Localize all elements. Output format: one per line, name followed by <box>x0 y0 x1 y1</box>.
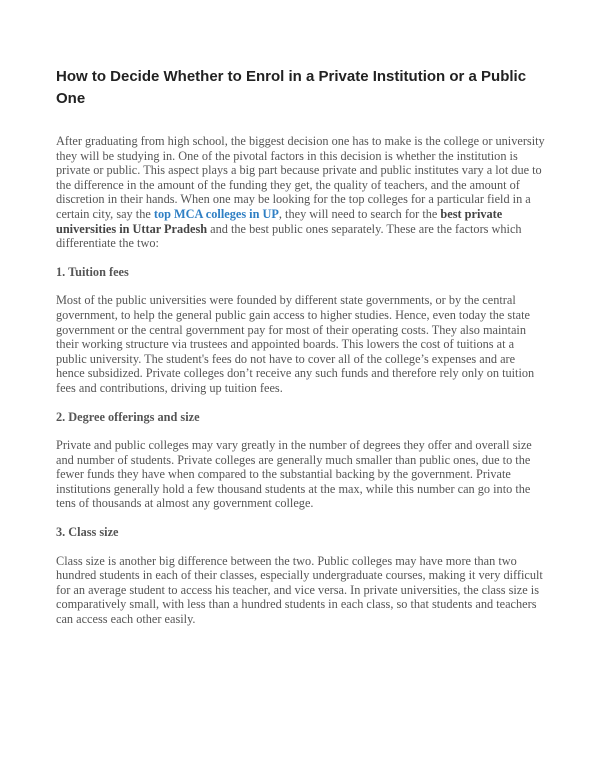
intro-text-middle: , they will need to search for the <box>278 206 441 221</box>
section-body-degree-offerings: Private and public colleges may vary greatly in the number of degrees they offer and overall size and number of students. Private colleges are generally much smaller than public ones, due to the fewer funds they have when compared to the substantial backing by the government. Private institutions generally hold a few thousand students at the max, while this number can go into the tens of thousands at almost any government college. <box>56 438 532 511</box>
intro-paragraph <box>56 134 546 251</box>
top-mca-colleges-link[interactable]: top MCA colleges in UP <box>153 206 279 221</box>
section-heading-degree-offerings: 2. Degree offerings and size <box>56 409 200 424</box>
intro-bold-keyword: best private universities in Uttar Pradesh <box>56 206 503 236</box>
section-heading-class-size: 3. Class size <box>56 525 119 540</box>
page-title: How to Decide Whether to Enrol in a Private Institution or a Public One <box>56 68 527 107</box>
intro-text-after: and the best public ones separately. These are the factors which differentiate the two: <box>56 221 522 251</box>
intro-text-before-link: After graduating from high school, the biggest decision one has to make is the college or university they will be studying in. One of the pivotal factors in this decision is whether the institution is private or public. This aspect plays a big part because private and public institutes vary a lot due to the difference in the amount of the funding they get, the quality of teachers, and the amount of discretion in their hands. When one may be looking for the top colleges for a particular field in a certain city, say the <box>56 134 545 221</box>
section-body-tuition-fees: Most of the public universities were founded by different state governments, or by the central government, to help the general public gain access to higher studies. Hence, even today the state government or the central government pay for most of their operating costs. They also maintain their working structure via trustees and appointed boards. This lowers the cost of tuitions at a public university. The student's fees do not have to cover all of the college’s expenses and are hence subsidized. Private colleges don’t receive any such funds and therefore rely only on tuition fees and contributions, driving up tuition fees. <box>56 293 535 395</box>
document-page <box>56 66 546 641</box>
section-body-class-size: Class size is another big difference between the two. Public colleges may have more than two hundred students in each of their classes, especially undergraduate courses, making it very difficult for an average student to access his teacher, and vice versa. In private universities, the class size is comparatively small, with less than a hundred students in each class, so that students and teachers can access each other easily. <box>56 553 543 627</box>
section-heading-tuition-fees: 1. Tuition fees <box>56 264 129 279</box>
